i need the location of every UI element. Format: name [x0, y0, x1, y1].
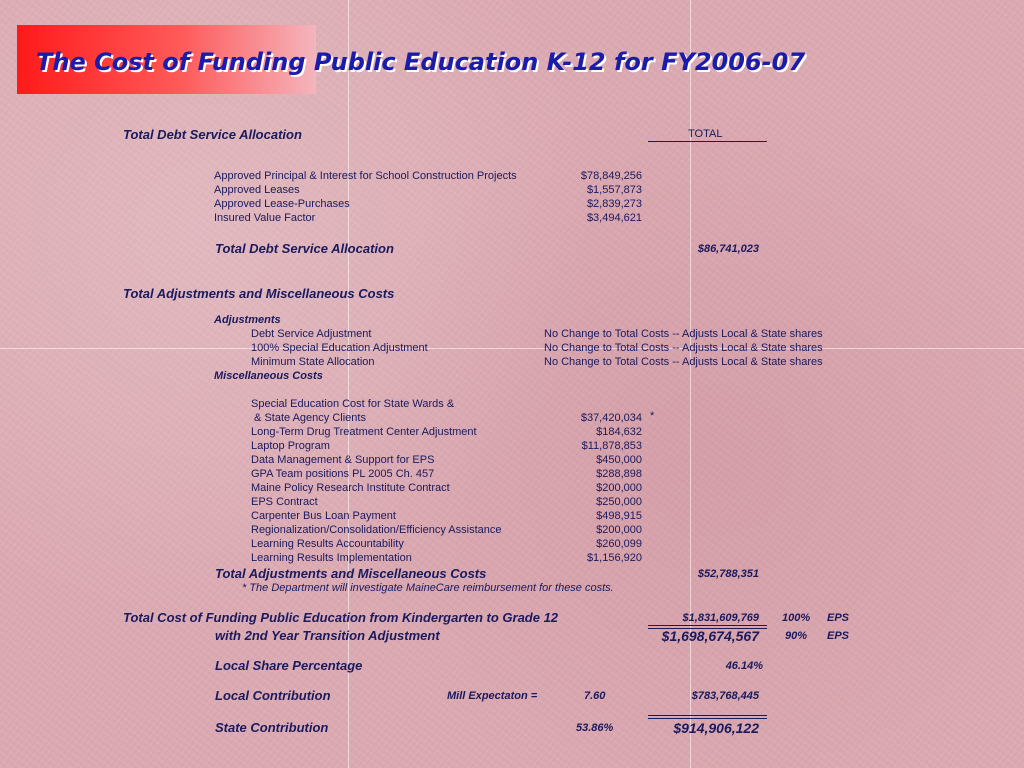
- total-column-header: TOTAL: [688, 128, 723, 140]
- adjustment-note: No Change to Total Costs -- Adjusts Local & State shares: [544, 356, 823, 368]
- misc-item-amount: $37,420,034: [580, 412, 642, 424]
- local-contribution-double-rule: [648, 718, 767, 719]
- misc-item-label: EPS Contract: [251, 496, 318, 508]
- misc-item-label: Laptop Program: [251, 440, 330, 452]
- local-contribution-double-rule: [648, 715, 767, 716]
- total-column-underline: [648, 141, 767, 142]
- misc-item-amount: $288,898: [596, 468, 642, 480]
- misc-item-label: Learning Results Accountability: [251, 538, 404, 550]
- transition-percent: 90%: [785, 630, 808, 642]
- total-cost-double-rule: [648, 625, 767, 626]
- misc-item-amount: $200,000: [596, 482, 642, 494]
- debt-service-total-amount: $86,741,023: [697, 243, 759, 255]
- transition-basis: EPS: [827, 630, 850, 642]
- adjustments-total-amount: $52,788,351: [697, 568, 759, 580]
- misc-item-label: Learning Results Implementation: [251, 552, 412, 564]
- state-percent: 53.86%: [576, 722, 614, 734]
- debt-item-label: Approved Leases: [214, 184, 300, 196]
- total-cost-label: Total Cost of Funding Public Education from Kindergarten to Grade 12: [123, 610, 559, 625]
- misc-item-amount: $1,156,920: [586, 552, 642, 564]
- misc-item-label: Long-Term Drug Treatment Center Adjustment: [251, 426, 477, 438]
- transition-label: with 2nd Year Transition Adjustment: [215, 628, 440, 643]
- misc-item-amount: $450,000: [596, 454, 642, 466]
- grid-line-horizontal: [0, 348, 1024, 349]
- mill-expectation-label: Mill Expectaton =: [447, 690, 538, 702]
- misc-item-label: Data Management & Support for EPS: [251, 454, 435, 466]
- adjustment-label: Minimum State Allocation: [251, 356, 375, 368]
- adjustments-header: Total Adjustments and Miscellaneous Costs: [123, 286, 395, 301]
- state-contribution-label: State Contribution: [215, 720, 329, 735]
- adjustments-subheader: Adjustments: [214, 314, 281, 326]
- local-contribution-amount: $783,768,445: [691, 690, 759, 702]
- debt-item-amount: $78,849,256: [580, 170, 642, 182]
- debt-item-label: Approved Principal & Interest for School Construction Projects: [214, 170, 517, 182]
- debt-item-label: Approved Lease-Purchases: [214, 198, 350, 210]
- misc-item-amount: $498,915: [596, 510, 642, 522]
- adjustment-note: No Change to Total Costs -- Adjusts Local & State shares: [544, 342, 823, 354]
- debt-service-header: Total Debt Service Allocation: [123, 127, 302, 142]
- misc-item-label: & State Agency Clients: [251, 412, 366, 424]
- local-share-percent: 46.14%: [725, 660, 763, 672]
- misc-item-amount: $260,099: [596, 538, 642, 550]
- misc-item-amount: $250,000: [596, 496, 642, 508]
- debt-item-label: Insured Value Factor: [214, 212, 316, 224]
- misc-item-amount: $184,632: [596, 426, 642, 438]
- footnote: * The Department will investigate MaineCare reimbursement for these costs.: [242, 582, 614, 594]
- misc-item-label: Maine Policy Research Institute Contract: [251, 482, 450, 494]
- misc-item-label: Regionalization/Consolidation/Efficiency Assistance: [251, 524, 502, 536]
- misc-item-amount: $200,000: [596, 524, 642, 536]
- debt-item-amount: $3,494,621: [586, 212, 642, 224]
- local-share-label: Local Share Percentage: [215, 658, 363, 673]
- grid-line-vertical: [690, 0, 691, 768]
- transition-amount: $1,698,674,567: [661, 628, 759, 644]
- total-cost-amount: $1,831,609,769: [682, 612, 759, 624]
- debt-item-amount: $2,839,273: [586, 198, 642, 210]
- adjustment-label: 100% Special Education Adjustment: [251, 342, 428, 354]
- adjustment-note: No Change to Total Costs -- Adjusts Local & State shares: [544, 328, 823, 340]
- misc-costs-subheader: Miscellaneous Costs: [214, 370, 323, 382]
- total-cost-basis: EPS: [827, 612, 850, 624]
- mill-expectation-value: 7.60: [584, 690, 606, 702]
- adjustment-label: Debt Service Adjustment: [251, 328, 372, 340]
- page-title: The Cost of Funding Public Education K-12 for FY2006-07: [36, 48, 806, 76]
- debt-item-amount: $1,557,873: [586, 184, 642, 196]
- misc-item-label: GPA Team positions PL 2005 Ch. 457: [251, 468, 435, 480]
- local-contribution-label: Local Contribution: [215, 688, 331, 703]
- state-contribution-amount: $914,906,122: [673, 720, 759, 736]
- misc-item-label: Carpenter Bus Loan Payment: [251, 510, 396, 522]
- adjustments-total-label: Total Adjustments and Miscellaneous Costs: [215, 566, 487, 581]
- misc-item-label: Special Education Cost for State Wards &: [251, 398, 455, 410]
- misc-item-amount: $11,878,853: [581, 440, 642, 452]
- footnote-marker: *: [650, 410, 655, 422]
- debt-service-total-label: Total Debt Service Allocation: [215, 241, 394, 256]
- total-cost-percent: 100%: [782, 612, 811, 624]
- grid-line-vertical: [348, 0, 349, 768]
